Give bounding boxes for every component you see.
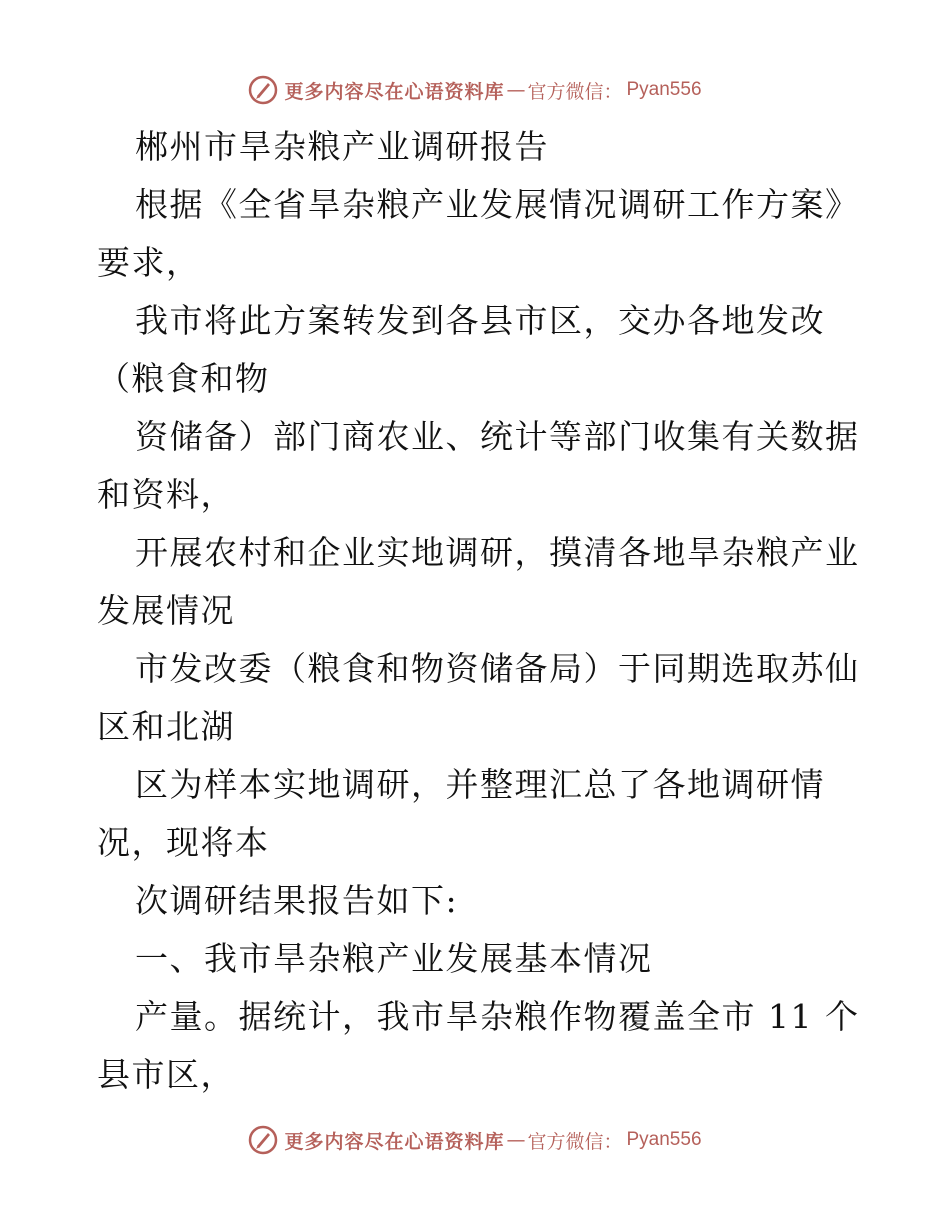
doc-line: 资储备）部门商农业、统计等部门收集有关数据 xyxy=(135,417,860,456)
banner-brand-text: 更多内容尽在心语资料库 xyxy=(284,1130,505,1153)
doc-line: 区和北湖 xyxy=(97,707,235,746)
document-body xyxy=(97,118,860,1104)
banner-wechat-label: 官方微信： xyxy=(527,80,623,103)
doc-line: 产量。据统计，我市旱杂粮作物覆盖全市 11 个 xyxy=(135,997,860,1036)
doc-line: 郴州市旱杂粮产业调研报告 xyxy=(135,127,549,166)
doc-line: 市发改委（粮食和物资储备局）于同期选取苏仙 xyxy=(135,649,860,688)
banner-dash: — xyxy=(506,79,526,101)
banner-wechat-label: 官方微信： xyxy=(527,1130,623,1153)
doc-line: （粮食和物 xyxy=(97,359,270,398)
banner-wechat-id: Pyan556 xyxy=(626,79,702,100)
banner-brand-text: 更多内容尽在心语资料库 xyxy=(284,80,505,103)
doc-line: 和资料， xyxy=(97,475,235,514)
doc-line: 县市区， xyxy=(97,1055,235,1094)
doc-line: 次调研结果报告如下: xyxy=(135,881,459,920)
doc-line: 要求， xyxy=(97,243,201,282)
banner-wechat-id: Pyan556 xyxy=(626,1129,702,1150)
banner-dash: — xyxy=(506,1129,526,1151)
doc-line: 根据《全省旱杂粮产业发展情况调研工作方案》 xyxy=(135,185,860,224)
doc-line: 我市将此方案转发到各县市区，交办各地发改 xyxy=(135,301,825,340)
quill-logo-icon xyxy=(248,1125,278,1155)
doc-line: 发展情况 xyxy=(97,591,235,630)
doc-line: 开展农村和企业实地调研，摸清各地旱杂粮产业 xyxy=(135,533,860,572)
quill-logo-icon xyxy=(248,75,278,105)
footer-banner xyxy=(0,1120,950,1160)
doc-line: 况，现将本 xyxy=(97,823,270,862)
doc-line: 一、我市旱杂粮产业发展基本情况 xyxy=(135,939,653,978)
doc-line: 区为样本实地调研，并整理汇总了各地调研情 xyxy=(135,765,825,804)
header-banner xyxy=(0,70,950,110)
